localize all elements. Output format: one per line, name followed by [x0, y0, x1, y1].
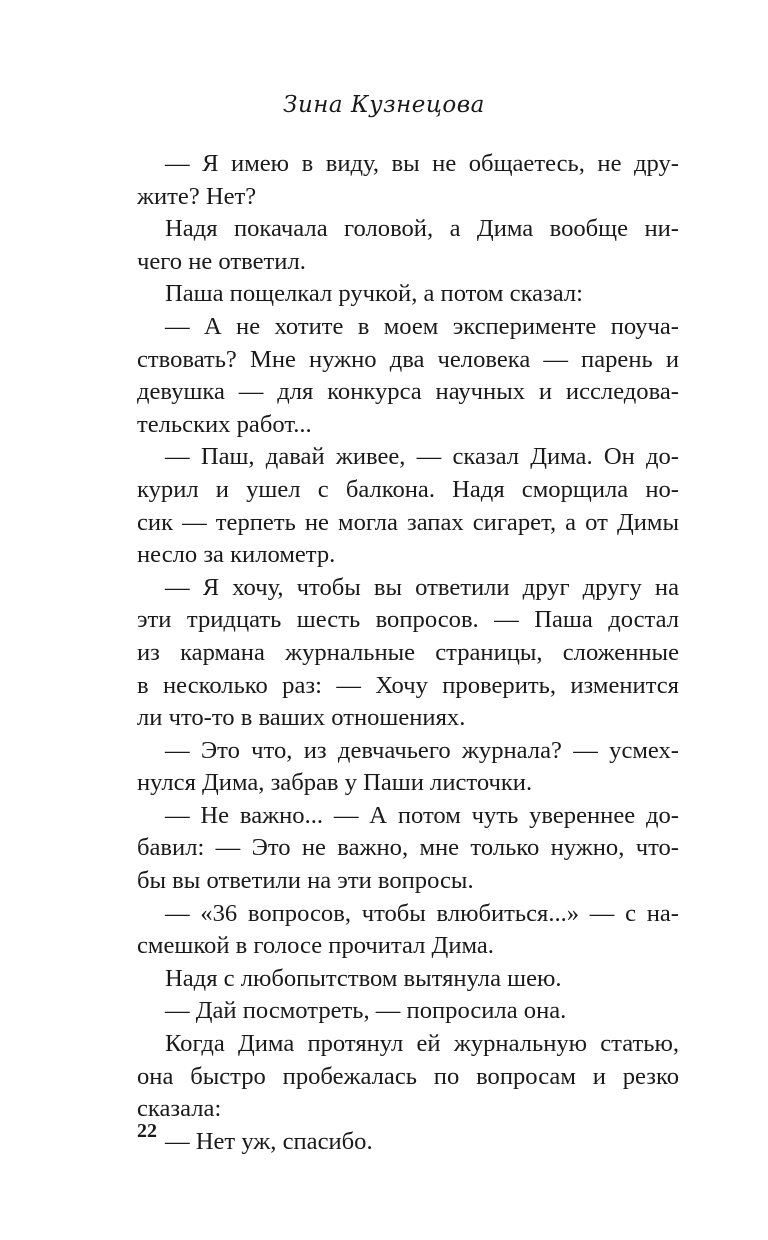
text-line: — Дай посмотреть, — попросила она. — [165, 997, 567, 1025]
text-line: курил и ушел с балкона. Надя сморщила но- — [137, 475, 679, 503]
body-text — [137, 148, 679, 1158]
text-line: смешкой в голосе прочитал Дима. — [137, 932, 494, 960]
text-line: несло за километр. — [137, 541, 336, 569]
text-line: — Я хочу, чтобы вы ответили друг другу на — [165, 573, 679, 601]
text-line: — Нет уж, спасибо. — [165, 1127, 373, 1155]
text-line: из кармана журнальные страницы, сложенные — [137, 638, 679, 666]
text-line: девушка — для конкурса научных и исследова- — [137, 378, 679, 406]
text-line: — Это что, из девчачьего журнала? — усмех- — [165, 736, 679, 764]
text-line: тельских работ... — [137, 410, 312, 438]
text-line: эти тридцать шесть вопросов. — Паша достал — [137, 606, 679, 634]
text-line: жите? Нет? — [137, 182, 257, 210]
text-line: чего не ответил. — [137, 247, 306, 275]
text-line: — А не хотите в моем эксперименте поуча- — [165, 312, 679, 340]
text-line: Паша пощелкал ручкой, а потом сказал: — [165, 280, 584, 308]
page-number: 22 — [137, 1120, 157, 1142]
text-line: Надя покачала головой, а Дима вообще ни- — [165, 215, 679, 243]
running-head: Зина Кузнецова — [283, 92, 485, 118]
text-line: Надя с любопытством вытянула шею. — [165, 964, 562, 992]
text-line: сик — терпеть не могла запах сигарет, а от Димы — [137, 508, 679, 536]
text-line: — Не важно... — А потом чуть увереннее до- — [165, 801, 679, 829]
text-line: — Я имею в виду, вы не общаетесь, не дру- — [165, 150, 679, 177]
text-line: в несколько раз: — Хочу проверить, изменится — [137, 671, 679, 699]
text-line: сказала: — [137, 1095, 222, 1123]
text-line: ли что-то в ваших отношениях. — [137, 704, 466, 732]
text-line: нулся Дима, забрав у Паши листочки. — [137, 769, 533, 797]
text-line: — «36 вопросов, чтобы влюбиться...» — с на- — [165, 899, 679, 927]
text-line: бы вы ответили на эти вопросы. — [137, 867, 474, 895]
text-line: она быстро пробежалась по вопросам и резко — [137, 1062, 679, 1090]
text-line: ствовать? Мне нужно два человека — парень и — [137, 345, 679, 373]
text-line: Когда Дима протянул ей журнальную статью, — [165, 1030, 679, 1058]
text-line: — Паш, давай живее, — сказал Дима. Он до- — [165, 443, 679, 471]
text-line: бавил: — Это не важно, мне только нужно, что- — [137, 834, 679, 862]
